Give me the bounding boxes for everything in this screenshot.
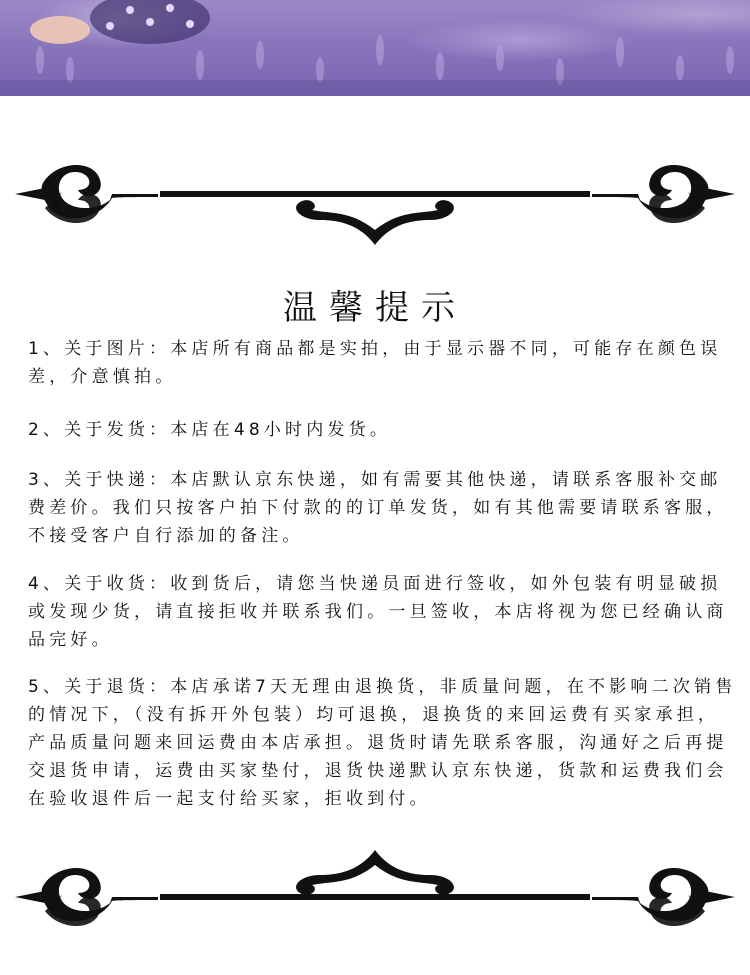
lavender-field-icon [0,0,750,96]
bottom-ornament-divider [0,845,750,955]
notice-item: 4、关于收货：收到货后，请您当快递员面进行签收，如外包装有明显破损或发现少货，请直接拒收并联系我们。一旦签收，本店将视为您已经确认商品完好。 [28,574,728,650]
top-ornament-divider [0,150,750,260]
notice-item: 2、关于发货：本店在48小时内发货。 [28,420,392,440]
notice-item: 1、关于图片：本店所有商品都是实拍，由于显示器不同，可能存在颜色误差，介意慎拍。 [28,339,722,387]
page-title: 温馨提示 [283,288,467,328]
notice-item: 3、关于快递：本店默认京东快递，如有需要其他快递，请联系客服补交邮费差价。我们只按客户拍下付款的的订单发货，如有其他需要请联系客服，不接受客户自行添加的备注。 [28,470,728,546]
lavender-banner-image [0,0,750,96]
notice-item: 5、关于退货：本店承诺7天无理由退换货，非质量问题，在不影响二次销售的情况下，（没有拆开外包装）均可退换，退换货的来回运费有买家承担，产品质量问题来回运费由本店承担。退货时请先联系客服，沟通好之后再提交退货申请，运费由买家垫付，退货快递默认京东快递，货款和运费我们会在验收退件后一起支付给买家，拒收到付。 [28,677,737,809]
